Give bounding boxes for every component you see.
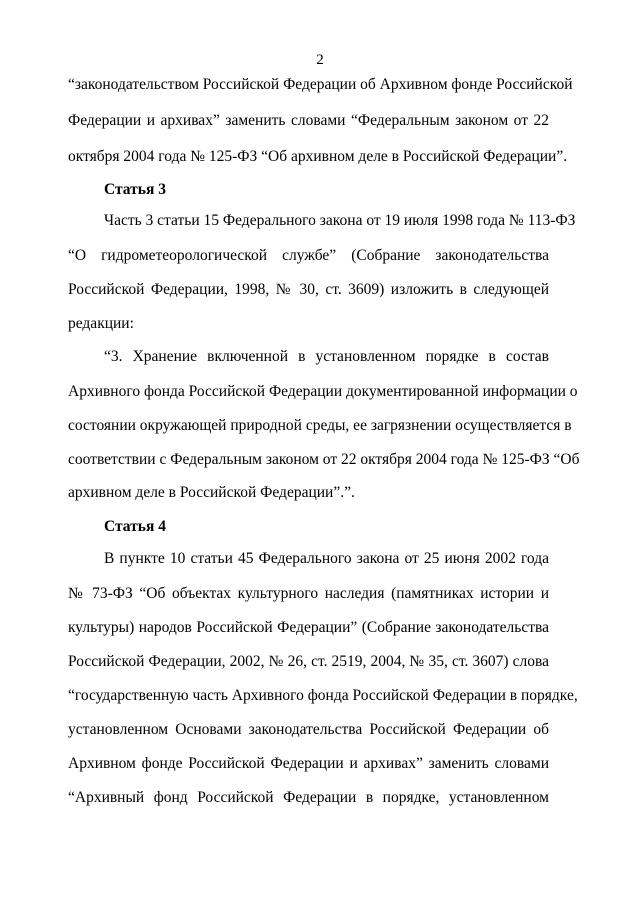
text-line: Архивного фонда Российской Федерации документированной информации о	[68, 383, 578, 400]
text-line: Российской Федерации, 1998, № 30, ст. 3609) изложить в следующей	[68, 281, 549, 298]
text-line: “Архивный фонд Российской Федерации в порядке, установленном	[68, 789, 549, 806]
text-line: Архивном фонде Российской Федерации и архивах” заменить словами	[68, 755, 549, 772]
text-line: Часть 3 статьи 15 Федерального закона от 19 июля 1998 года № 113-ФЗ	[104, 212, 576, 229]
text-line: архивном деле в Российской Федерации”.”.	[68, 484, 355, 501]
article-heading: Статья 4	[104, 518, 166, 535]
text-line: “О гидрометеорологической службе” (Собрание законодательства	[68, 247, 549, 264]
text-line: В пункте 10 статьи 45 Федерального закона от 25 июня 2002 года	[104, 550, 549, 567]
text-line: редакции:	[68, 315, 134, 332]
text-line: “законодательством Российской Федерации об Архивном фонде Российской	[68, 76, 573, 93]
text-line: октября 2004 года № 125-ФЗ “Об архивном деле в Российской Федерации”.	[68, 148, 568, 165]
text-line: Российской Федерации, 2002, № 26, ст. 2519, 2004, № 35, ст. 3607) слова	[68, 653, 549, 670]
text-line: № 73-ФЗ “Об объектах культурного наследия (памятниках истории и	[68, 585, 549, 602]
text-line: культуры) народов Российской Федерации” (Собрание законодательства	[68, 619, 549, 636]
text-line: состоянии окружающей природной среды, ее загрязнении осуществляется в	[68, 417, 572, 434]
text-line: “3. Хранение включенной в установленном порядке в состав	[104, 348, 549, 365]
text-line: Федерации и архивах” заменить словами “Федеральным законом от 22	[68, 112, 549, 129]
text-line: соответствии с Федеральным законом от 22 октября 2004 года № 125-ФЗ “Об	[68, 451, 580, 468]
page-number: 2	[316, 52, 324, 68]
text-line: установленном Основами законодательства Российской Федерации об	[68, 721, 549, 738]
text-line: “государственную часть Архивного фонда Российской Федерации в порядке,	[68, 687, 578, 704]
article-heading: Статья 3	[104, 181, 166, 198]
